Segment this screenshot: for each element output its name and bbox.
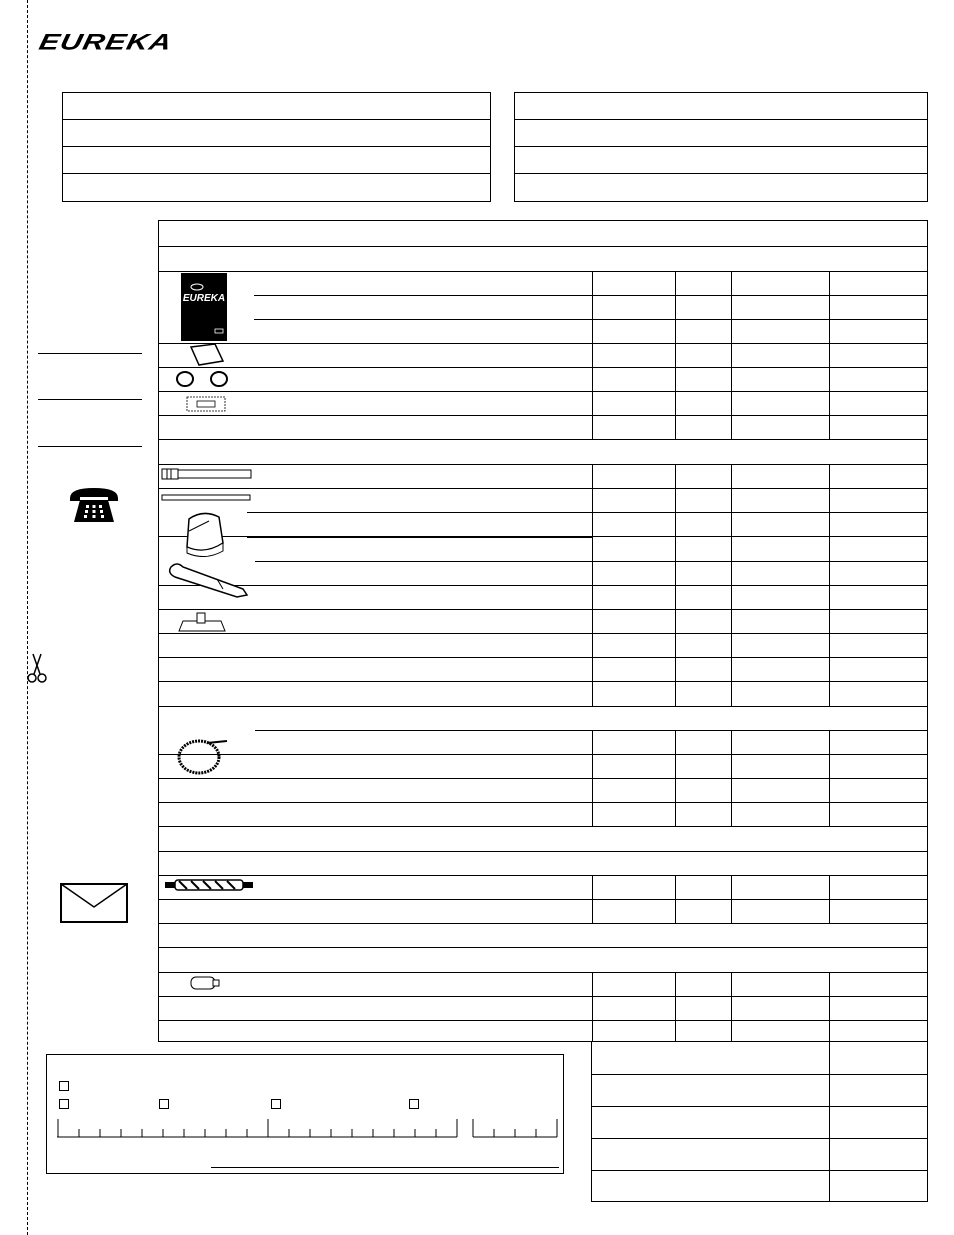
totals-box [591, 1042, 928, 1202]
address-line[interactable] [515, 174, 927, 201]
scissors-icon [24, 652, 50, 684]
dusting-brush-image [179, 511, 229, 557]
payment-checkbox[interactable] [271, 1099, 281, 1109]
brush-roll-image [163, 877, 255, 893]
address-line[interactable] [63, 174, 490, 201]
hose-image [173, 731, 229, 777]
signature-line[interactable] [211, 1167, 559, 1168]
address-line[interactable] [63, 120, 490, 147]
payment-checkbox[interactable] [409, 1099, 419, 1109]
address-line[interactable] [63, 93, 490, 120]
address-line[interactable] [515, 147, 927, 174]
address-line[interactable] [63, 147, 490, 174]
envelope-icon [60, 883, 128, 923]
secondary-filter-image [183, 393, 233, 415]
payment-checkbox[interactable] [159, 1099, 169, 1109]
ship-to-box [62, 92, 491, 202]
card-number-field[interactable] [57, 1113, 561, 1139]
payment-checkbox[interactable] [59, 1099, 69, 1109]
wand-image [161, 467, 253, 481]
eureka-logo: EUREKA [36, 30, 175, 55]
payment-box [46, 1054, 564, 1174]
payment-checkbox[interactable] [59, 1081, 69, 1091]
bag-package-label: EUREKA [182, 293, 226, 304]
filter-image [189, 343, 225, 367]
telephone-icon [66, 486, 122, 524]
extension-wand-image [161, 493, 253, 503]
parts-order-table [158, 220, 928, 1042]
side-blank-line[interactable] [38, 446, 142, 447]
crevice-tool-image [167, 561, 253, 601]
light-bulb-image [189, 975, 221, 991]
belts-image [175, 369, 231, 389]
side-blank-line[interactable] [38, 353, 142, 354]
address-line[interactable] [515, 93, 927, 120]
address-line[interactable] [515, 120, 927, 147]
upholstery-tool-image [177, 611, 227, 633]
bill-to-box [514, 92, 928, 202]
cut-line [27, 0, 28, 1235]
side-blank-line[interactable] [38, 399, 142, 400]
dust-bag-package-image [181, 273, 227, 341]
